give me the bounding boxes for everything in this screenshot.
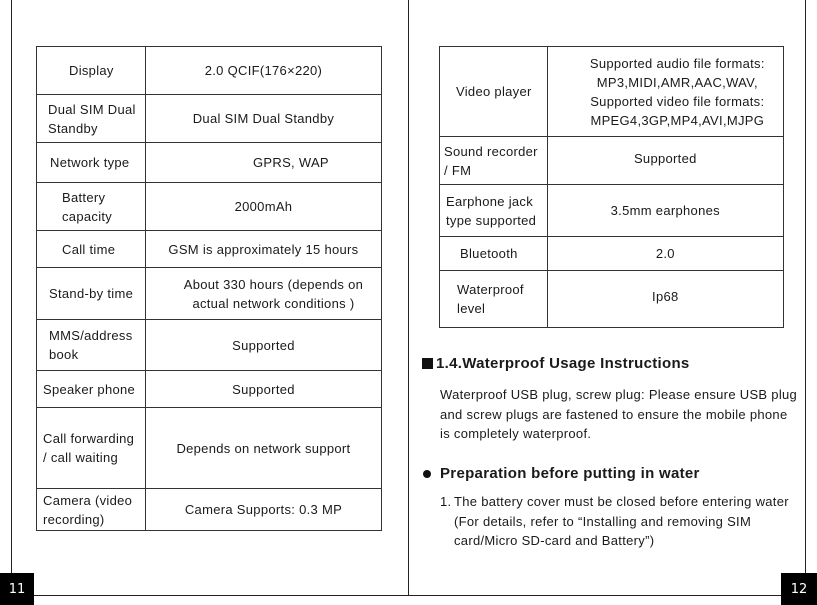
- spec-value: 3.5mm earphones: [547, 185, 783, 237]
- spec-row: [440, 47, 784, 137]
- section-heading-text: 1.4.Waterproof Usage Instructions: [436, 355, 690, 372]
- spec-value: GPRS, WAP: [145, 143, 381, 183]
- subheading: [422, 465, 700, 482]
- spec-label: MMS/address book: [37, 320, 146, 371]
- spec-value: Supported: [145, 371, 381, 408]
- spec-label: Dual SIM Dual Standby: [37, 95, 146, 143]
- spec-value: 2.0: [547, 237, 783, 271]
- spec-label: Call forwarding / call waiting: [37, 408, 146, 489]
- spec-label: Battery capacity: [37, 183, 146, 231]
- spec-row: [37, 231, 382, 268]
- spec-row: [440, 271, 784, 328]
- section-heading: [422, 355, 690, 372]
- spec-row: [440, 137, 784, 185]
- spec-label: Network type: [37, 143, 146, 183]
- center-divider: [408, 0, 409, 596]
- step-text: The battery cover must be closed before entering water (For details, refer to “Installing and removing SIM card/Micro SD-card and Battery”): [454, 494, 789, 548]
- spec-row: [37, 47, 382, 95]
- spec-label: Display: [37, 47, 146, 95]
- spec-value: GSM is approximately 15 hours: [145, 231, 381, 268]
- spec-row: [37, 268, 382, 320]
- spec-row: [440, 185, 784, 237]
- square-bullet-icon: [422, 358, 433, 369]
- spec-value: Supported audio file formats: MP3,MIDI,AMR,AAC,WAV, Supported video file formats: MPEG4,3GP,MP4,AVI,MJPG: [547, 47, 783, 137]
- spec-row: [37, 371, 382, 408]
- spec-row: [440, 237, 784, 271]
- spec-value: Supported: [145, 320, 381, 371]
- spec-value: 2.0 QCIF(176×220): [145, 47, 381, 95]
- left-page-border: [11, 0, 12, 596]
- spec-value: Depends on network support: [145, 408, 381, 489]
- page-number-left: 11: [0, 573, 34, 605]
- list-item: [440, 492, 800, 551]
- spec-label: Earphone jack type supported: [440, 185, 548, 237]
- step-number: 1.: [440, 494, 452, 509]
- right-spec-table: [439, 46, 784, 328]
- spec-row: [37, 408, 382, 489]
- spec-label: Sound recorder / FM: [440, 137, 548, 185]
- spec-row: [37, 320, 382, 371]
- spec-label: Call time: [37, 231, 146, 268]
- section-paragraph: Waterproof USB plug, screw plug: Please ensure USB plug and screw plugs are fastened to ensure the mobile phone is completely waterproof.: [440, 387, 798, 441]
- spec-row: [37, 95, 382, 143]
- spec-label: Bluetooth: [440, 237, 548, 271]
- spec-value: Camera Supports: 0.3 MP: [145, 489, 381, 531]
- right-page-border: [805, 0, 806, 596]
- spec-value: About 330 hours (depends on actual network conditions ): [145, 268, 381, 320]
- spec-label: Camera (video recording): [37, 489, 146, 531]
- left-spec-table: [36, 46, 382, 531]
- spec-label: Speaker phone: [37, 371, 146, 408]
- spec-row: [37, 183, 382, 231]
- spec-value: Dual SIM Dual Standby: [145, 95, 381, 143]
- subheading-text: Preparation before putting in water: [440, 465, 700, 482]
- spec-value: Supported: [547, 137, 783, 185]
- spec-label: Stand-by time: [37, 268, 146, 320]
- bottom-rule: [11, 595, 806, 596]
- spec-row: [37, 143, 382, 183]
- page-number-right: 12: [781, 573, 817, 605]
- round-bullet-icon: [423, 470, 431, 478]
- spec-value: 2000mAh: [145, 183, 381, 231]
- spec-label: Waterproof level: [440, 271, 548, 328]
- spec-row: [37, 489, 382, 531]
- spec-value: Ip68: [547, 271, 783, 328]
- spec-label: Video player: [440, 47, 548, 137]
